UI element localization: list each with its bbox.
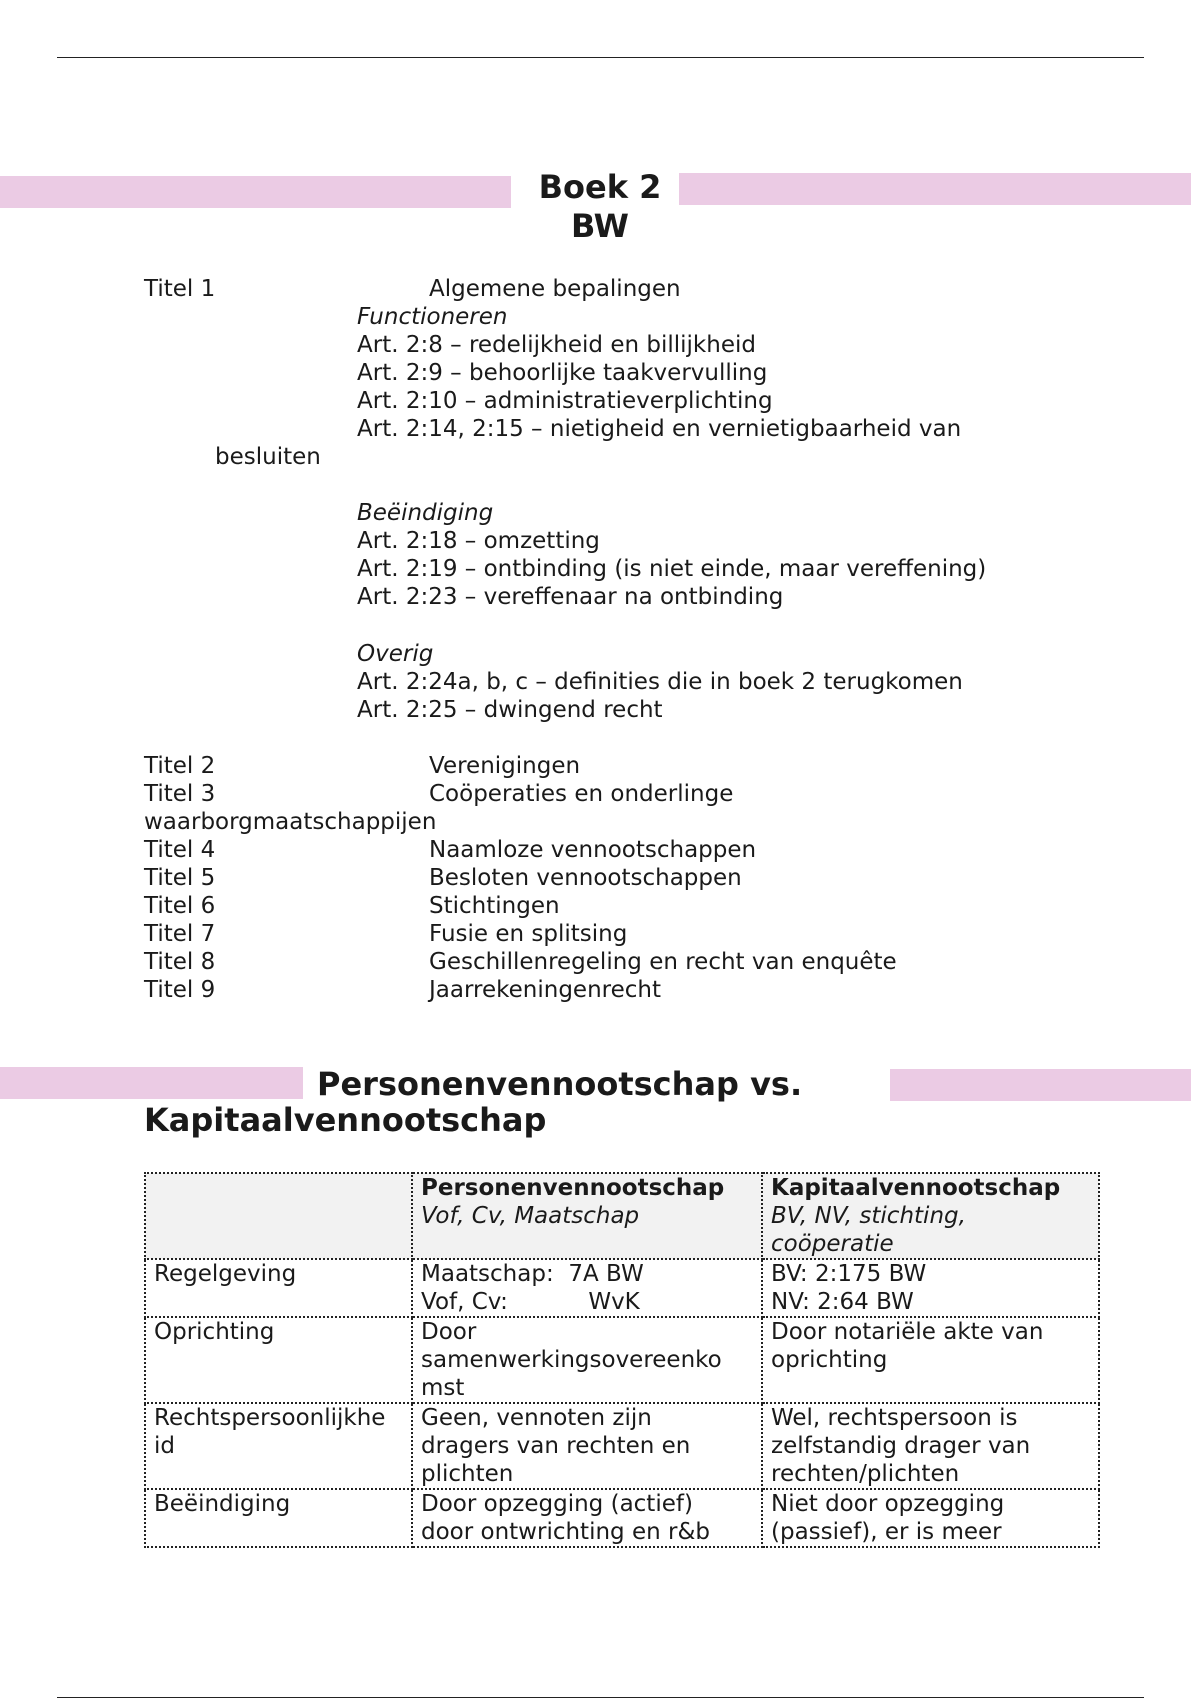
comparison-table: [144, 1172, 1100, 1548]
titel-label: Titel 7: [144, 921, 216, 947]
top-rule: [57, 57, 1144, 58]
heading-band-right: [679, 173, 1191, 205]
table-header-cell: [762, 1173, 1099, 1259]
cell-line: door ontwrichting en r&b: [421, 1519, 710, 1545]
table-row: [145, 1403, 1099, 1489]
titel-name: Verenigingen: [429, 753, 581, 779]
cell-line: BV: 2:175 BW: [771, 1261, 927, 1287]
row-label-text: Regelgeving: [154, 1261, 297, 1287]
titel-label: Titel 6: [144, 893, 216, 919]
cell-line: mst: [421, 1375, 465, 1401]
row-label: [145, 1317, 412, 1403]
row-label: [145, 1259, 412, 1317]
table-header-row: [145, 1173, 1099, 1259]
article-line: Art. 2:14, 2:15 – nietigheid en vernietigbaarheid van: [357, 416, 962, 442]
titel-label: Titel 3: [144, 781, 216, 807]
cell-line: Door opzegging (actief): [421, 1491, 693, 1517]
table-header-empty: [145, 1173, 412, 1259]
cell-line: rechten/plichten: [771, 1461, 960, 1487]
row-label: [145, 1403, 412, 1489]
article-line: Art. 2:25 – dwingend recht: [357, 697, 663, 723]
table-cell: [412, 1317, 762, 1403]
titel-label: Titel 5: [144, 865, 216, 891]
section-title-line-2: Kapitaalvennootschap: [144, 1101, 547, 1139]
titel-name: Algemene bepalingen: [429, 276, 681, 302]
column-subtitle: BV, NV, stichting,: [771, 1203, 966, 1229]
article-line: Art. 2:9 – behoorlijke taakvervulling: [357, 360, 768, 386]
cell-line: NV: 2:64 BW: [771, 1289, 914, 1315]
article-line: Art. 2:8 – redelijkheid en billijkheid: [357, 332, 756, 358]
title-line-2: BW: [571, 207, 629, 245]
table-row: [145, 1317, 1099, 1403]
heading-band-right: [890, 1069, 1191, 1101]
table-header-cell: [412, 1173, 762, 1259]
table-cell: [762, 1489, 1099, 1547]
table-row: [145, 1259, 1099, 1317]
cell-line: Maatschap: 7A BW: [421, 1261, 644, 1287]
table-cell: [412, 1403, 762, 1489]
cell-line: Geen, vennoten zijn: [421, 1405, 652, 1431]
cell-line: dragers van rechten en: [421, 1433, 691, 1459]
titel-name: Stichtingen: [429, 893, 560, 919]
article-line: Art. 2:19 – ontbinding (is niet einde, maar vereffening): [357, 556, 987, 582]
table-row: [145, 1489, 1099, 1547]
titel-label: Titel 4: [144, 837, 216, 863]
section-title-boek2: [500, 168, 700, 246]
column-title: Kapitaalvennootschap: [771, 1175, 1061, 1201]
section-title-line-1: Personenvennootschap vs.: [317, 1065, 803, 1103]
cell-line: zelfstandig drager van: [771, 1433, 1031, 1459]
titel-name: Jaarrekeningenrecht: [429, 977, 661, 1003]
table-cell: [762, 1317, 1099, 1403]
subheading-beeindiging: Beëindiging: [357, 500, 494, 526]
row-label-text: Oprichting: [154, 1319, 275, 1345]
title-line-1: Boek 2: [538, 168, 662, 206]
column-subtitle: coöperatie: [771, 1231, 894, 1257]
table-cell: [762, 1259, 1099, 1317]
heading-band-left: [0, 1067, 303, 1099]
cell-line: Vof, Cv: WvK: [421, 1289, 640, 1315]
titel-name: Coöperaties en onderlinge: [429, 781, 734, 807]
row-label: [145, 1489, 412, 1547]
article-line: Art. 2:24a, b, c – definities die in boek 2 terugkomen: [357, 669, 963, 695]
titel-label: Titel 1: [144, 276, 216, 302]
titel-label: Titel 9: [144, 977, 216, 1003]
cell-line: oprichting: [771, 1347, 888, 1373]
table-cell: [762, 1403, 1099, 1489]
table-cell: [412, 1489, 762, 1547]
titel-name: Besloten vennootschappen: [429, 865, 742, 891]
titel-label: Titel 8: [144, 949, 216, 975]
titel-name: Geschillenregeling en recht van enquête: [429, 949, 897, 975]
article-continuation: besluiten: [215, 444, 321, 470]
column-title: Personenvennootschap: [421, 1175, 725, 1201]
row-label-text: id: [154, 1433, 175, 1459]
cell-line: Door: [421, 1319, 477, 1345]
row-label-text: Rechtspersoonlijkhe: [154, 1405, 386, 1431]
table-cell: [412, 1259, 762, 1317]
cell-line: Door notariële akte van: [771, 1319, 1044, 1345]
titel-label: Titel 2: [144, 753, 216, 779]
article-line: Art. 2:23 – vereffenaar na ontbinding: [357, 584, 784, 610]
cell-line: Niet door opzegging: [771, 1491, 1005, 1517]
article-line: Art. 2:18 – omzetting: [357, 528, 600, 554]
bottom-rule: [57, 1697, 1144, 1698]
cell-line: (passief), er is meer: [771, 1519, 1002, 1545]
cell-line: Wel, rechtspersoon is: [771, 1405, 1018, 1431]
titel-continuation: waarborgmaatschappijen: [144, 809, 437, 835]
titel-name: Naamloze vennootschappen: [429, 837, 757, 863]
column-subtitle: Vof, Cv, Maatschap: [421, 1203, 640, 1229]
cell-line: plichten: [421, 1461, 514, 1487]
row-label-text: Beëindiging: [154, 1491, 291, 1517]
titel-name: Fusie en splitsing: [429, 921, 628, 947]
heading-band-left: [0, 176, 511, 208]
subheading-functioneren: Functioneren: [357, 304, 508, 330]
subheading-overig: Overig: [357, 641, 434, 667]
cell-line: samenwerkingsovereenko: [421, 1347, 722, 1373]
article-line: Art. 2:10 – administratieverplichting: [357, 388, 773, 414]
